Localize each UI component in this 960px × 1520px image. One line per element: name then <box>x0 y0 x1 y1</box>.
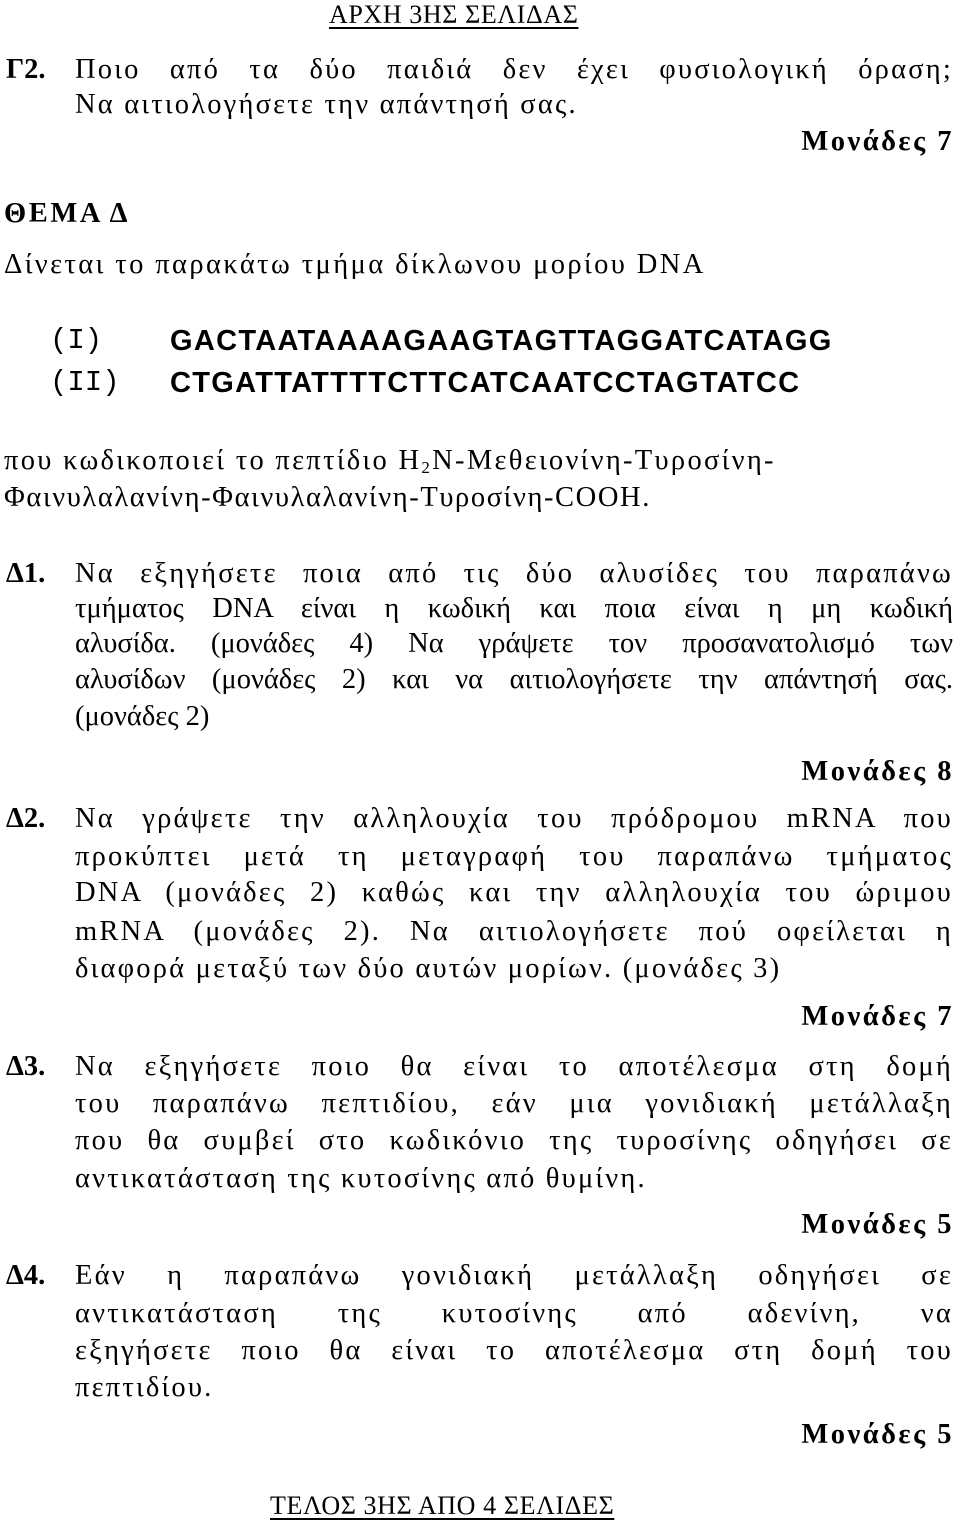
theme-title: ΘΕΜΑ Δ <box>4 198 131 229</box>
peptide-line-2: Φαινυλαλανίνη-Φαινυλαλανίνη-Τυροσίνη-COOH. <box>4 482 651 513</box>
question-number-g2: Γ2. <box>6 54 46 85</box>
d1-line-3: αλυσίδα. (μονάδες 4) Να γράψετε τον προσανατολισμό των <box>75 628 953 659</box>
strand-sequence-1: GACTAATAAAAGAAGTAGTTAGGATCATAGG <box>170 325 833 357</box>
d3-line-3: που θα συμβεί στο κωδικόνιο της τυροσίνης οδηγήσει σε <box>75 1125 953 1156</box>
g2-points: Μονάδες 7 <box>801 126 954 157</box>
question-number-d2: Δ2. <box>6 803 46 834</box>
d2-line-4: mRNA (μονάδες 2). Να αιτιολογήσετε πού οφείλεται η <box>75 916 953 947</box>
d4-line-4: πεπτιδίου. <box>75 1372 214 1403</box>
d1-points: Μονάδες 8 <box>801 756 954 787</box>
strand-label-1: (I) <box>50 324 103 357</box>
question-number-d1: Δ1. <box>6 558 46 589</box>
d2-line-3: DNA (μονάδες 2) καθώς και την αλληλουχία του ώριμου <box>75 877 953 908</box>
d2-points: Μονάδες 7 <box>801 1001 954 1032</box>
d1-line-2: τμήματος DNA είναι η κωδική και ποια είναι η μη κωδική <box>75 593 953 624</box>
d4-line-2: αντικατάσταση της κυτοσίνης από αδενίνη, να <box>75 1298 953 1329</box>
strand-sequence-2: CTGATTATTTTCTTCATCAATCCTAGTATCC <box>170 367 801 399</box>
strand-label-2: (II) <box>50 366 120 399</box>
question-number-d3: Δ3. <box>6 1051 46 1082</box>
d3-line-4: αντικατάσταση της κυτοσίνης από θυμίνη. <box>75 1163 647 1194</box>
d4-line-1: Εάν η παραπάνω γονιδιακή μετάλλαξη οδηγήσει σε <box>75 1260 953 1291</box>
d2-line-5: διαφορά μεταξύ των δύο αυτών μορίων. (μονάδες 3) <box>75 953 782 984</box>
peptide-line-1 <box>4 447 776 476</box>
d1-line-5: (μονάδες 2) <box>75 701 210 732</box>
page-header: ΑΡΧΗ 3ΗΣ ΣΕΛΙΔΑΣ <box>329 0 579 29</box>
d1-line-1: Να εξηγήσετε ποια από τις δύο αλυσίδες του παραπάνω <box>75 558 953 589</box>
d3-line-1: Να εξηγήσετε ποιο θα είναι το αποτέλεσμα στη δομή <box>75 1051 953 1082</box>
peptide-prefix: που κωδικοποιεί το πεπτίδιο H <box>4 445 422 476</box>
page-footer: ΤΕΛΟΣ 3ΗΣ ΑΠΟ 4 ΣΕΛΙΔΕΣ <box>270 1491 615 1520</box>
d3-points: Μονάδες 5 <box>801 1209 954 1240</box>
question-number-d4: Δ4. <box>6 1260 46 1291</box>
d2-line-2: προκύπτει μετά τη μεταγραφή του παραπάνω τμήματος <box>75 841 953 872</box>
d3-line-2: του παραπάνω πεπτιδίου, εάν μια γονιδιακή μετάλλαξη <box>75 1088 953 1119</box>
d1-line-4: αλυσίδων (μονάδες 2) και να αιτιολογήσετε την απάντησή σας. <box>75 664 953 695</box>
d2-line-1: Να γράψετε την αλληλουχία του πρόδρομου mRNA που <box>75 803 953 834</box>
peptide-suffix: N-Μεθειονίνη-Τυροσίνη- <box>432 445 776 476</box>
d4-points: Μονάδες 5 <box>801 1419 954 1450</box>
theme-intro: Δίνεται το παρακάτω τμήμα δίκλωνου μορίου DNA <box>4 249 706 280</box>
peptide-subscript: 2 <box>421 458 433 477</box>
d4-line-3: εξηγήσετε ποιο θα είναι το αποτέλεσμα στη δομή του <box>75 1335 953 1366</box>
g2-line-1: Ποιο από τα δύο παιδιά δεν έχει φυσιολογική όραση; <box>75 54 953 85</box>
g2-line-2: Να αιτιολογήσετε την απάντησή σας. <box>75 89 578 120</box>
